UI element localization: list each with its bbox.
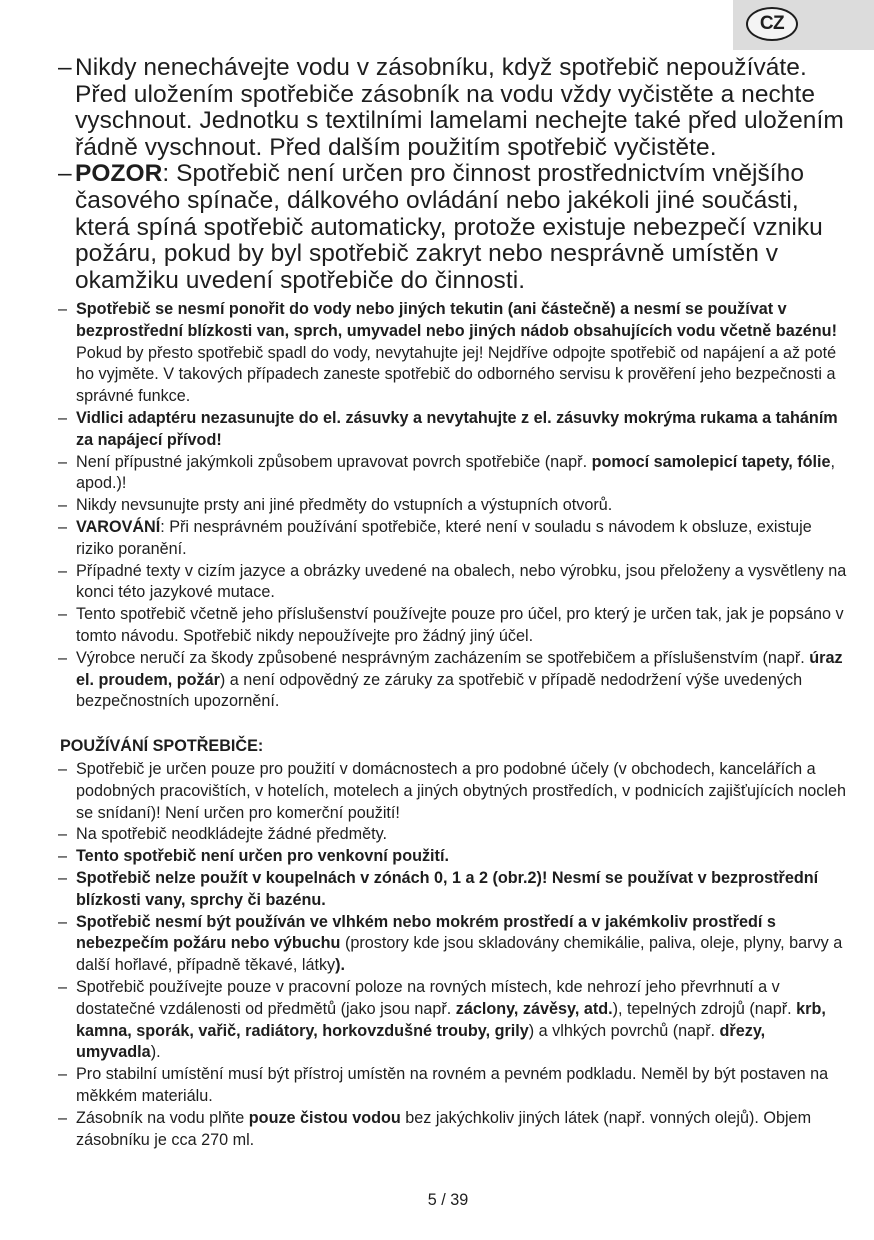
emphasis-text: VAROVÁNÍ xyxy=(76,517,161,536)
list-item xyxy=(58,824,850,846)
text-run: : Spotřebič není určen pro činnost prostřednictvím vnějšího časového spínače, dálkového ovládání nebo jakékoli jiné součásti, která spíná spotřebič automaticky, protože existuje nebezpečí vzniku požáru, pokud by byl spotřebič zakryt nebo nesprávně umístěn v okamžiku uvedení spotřebiče do činnosti. xyxy=(75,160,823,294)
list-item xyxy=(58,1108,850,1152)
emphasis-text: Spotřebič se nesmí ponořit do vody nebo jiných tekutin (ani částečně) a nesmí se používat v bezprostřední blízkosti van, sprch, umyvadel nebo jiných nádob obsahujících vodu včetně bazénu! xyxy=(76,300,837,340)
text-run: Tento spotřebič včetně jeho příslušenství používejte pouze pro účel, pro který je určen tak, jak je popsáno v tomto návodu. Spotřebič nikdy nepoužívejte pro žádný jiný účel. xyxy=(76,605,844,645)
list-item xyxy=(58,759,850,824)
text-run: Spotřebič používejte pouze v pracovní poloze na rovných místech, kde nehrozí jeho převrhnutí a v dostatečné vzdálenosti od předmětů (jako jsou např. xyxy=(76,977,780,1018)
emphasis-text: Spotřebič nelze použít v koupelnách v zónách 0, 1 a 2 (obr.2)! Nesmí se používat v bezprostřední blízkosti vany, sprchy či bazénu. xyxy=(76,868,819,909)
list-item xyxy=(58,561,850,605)
emphasis-text: Spotřebič nesmí být používán ve vlhkém nebo mokrém prostředí a v jakémkoliv prostředí s nebezpečím požáru nebo výbuchu xyxy=(76,912,776,953)
list-item xyxy=(58,977,850,1064)
text-run: : Při nesprávném používání spotřebiče, které není v souladu s návodem k obsluze, existuje riziko poranění. xyxy=(76,517,812,558)
list-item xyxy=(58,604,850,648)
list-item xyxy=(58,299,850,408)
safety-warnings-large xyxy=(58,55,848,294)
text-run: Pro stabilní umístění musí být přístroj umístěn na rovném a pevném podkladu. Neměl by být postaven na měkkém materiálu. xyxy=(76,1065,829,1105)
list-item xyxy=(58,452,850,496)
text-run: Spotřebič je určen pouze pro použití v domácnostech a pro podobné účely (v obchodech, kancelářích a podobných pracovištích, v hotelích, motelech a jiných obytných prostředích, v podnicích zajišťujících nocleh se snídaní)! Není určen pro komerční použití! xyxy=(76,760,846,822)
safety-warnings xyxy=(58,299,850,713)
list-item xyxy=(58,912,850,977)
text-run: ). xyxy=(150,1043,161,1062)
text-run: (prostory kde jsou skladovány chemikálie, paliva, oleje, plyny, barvy a další hořlavé, případně těkavé, látky xyxy=(76,934,843,975)
emphasis-text: pomocí samolepicí tapety, fólie xyxy=(591,452,831,471)
text-run: Zásobník na vodu plňte xyxy=(76,1108,249,1127)
list-item xyxy=(58,517,850,561)
text-run: Nikdy nevsunujte prsty ani jiné předměty do vstupních a výstupních otvorů. xyxy=(76,496,613,515)
text-run: Výrobce neručí za škody způsobené nesprávným zacházením se spotřebičem a příslušenstvím (např. xyxy=(76,648,810,667)
text-run: bez jakýchkoliv jiných látek (např. vonných olejů). Objem zásobníku je cca 270 ml. xyxy=(76,1108,812,1149)
list-item xyxy=(58,1064,850,1108)
list-item xyxy=(58,846,850,868)
emphasis-text: POZOR xyxy=(75,160,163,188)
emphasis-text: Tento spotřebič není určen pro venkovní použití. xyxy=(76,847,449,866)
list-item xyxy=(58,495,850,517)
text-run: Případné texty v cizím jazyce a obrázky uvedené na obalech, nebo výrobku, jsou přeloženy a vysvětleny na konci této jazykové mutace. xyxy=(76,561,847,602)
language-badge: CZ xyxy=(746,7,798,41)
text-run: Na spotřebič neodkládejte žádné předměty. xyxy=(76,825,388,844)
emphasis-text: záclony, závěsy, atd. xyxy=(455,999,613,1018)
text-run: Pokud by přesto spotřebič spadl do vody, nevytahujte jej! Nejdříve odpojte spotřebič od napájení a až poté ho vyjměte. V takových případech zaneste spotřebič do odborného servisu k prověření jeho bezpečnosti a správné funkce. xyxy=(76,343,837,406)
emphasis-text: Vidlici adaptéru nezasunujte do el. zásuvky a nevytahujte z el. zásuvky mokrýma rukama a taháním za napájecí přívod! xyxy=(76,408,838,449)
text-run: Není přípustné jakýmkoli způsobem upravovat povrch spotřebiče (např. xyxy=(76,452,592,471)
text-run: ) a vlhkých povrchů (např. xyxy=(528,1021,720,1040)
emphasis-text: úraz el. proudem, požár xyxy=(76,648,843,689)
emphasis-text: pouze čistou vodou xyxy=(248,1108,401,1127)
emphasis-text: ). xyxy=(335,956,346,975)
language-tab xyxy=(733,0,874,50)
list-item xyxy=(58,408,850,452)
text-run: , apod.)! xyxy=(76,452,836,493)
text-run: ), tepelných zdrojů (např. xyxy=(612,999,797,1018)
emphasis-text: krb, kamna, sporák, vařič, radiátory, horkovzdušné trouby, grily xyxy=(76,999,826,1040)
list-item xyxy=(58,648,850,713)
text-run: Nikdy nenechávejte vodu v zásobníku, když spotřebič nepoužíváte. Před uložením spotřebiče zásobník na vodu vždy vyčistěte a nechte vyschnout. Jednotku s textilními lamelami nechejte také před uložením řádně vyschnout. Před dalším použitím spotřebič vyčistěte. xyxy=(75,54,844,161)
usage-instructions xyxy=(58,759,850,1151)
list-item xyxy=(58,161,848,294)
text-run: ) a není odpovědný ze záruky za spotřebič v případě nedodržení výše uvedených bezpečnostních upozornění. xyxy=(76,670,803,711)
list-item xyxy=(58,55,848,161)
emphasis-text: dřezy, umyvadla xyxy=(76,1021,766,1062)
list-item xyxy=(58,868,850,912)
section-heading-usage: POUŽÍVÁNÍ SPOTŘEBIČE: xyxy=(60,737,264,755)
page-number: 5 / 39 xyxy=(427,1191,469,1209)
